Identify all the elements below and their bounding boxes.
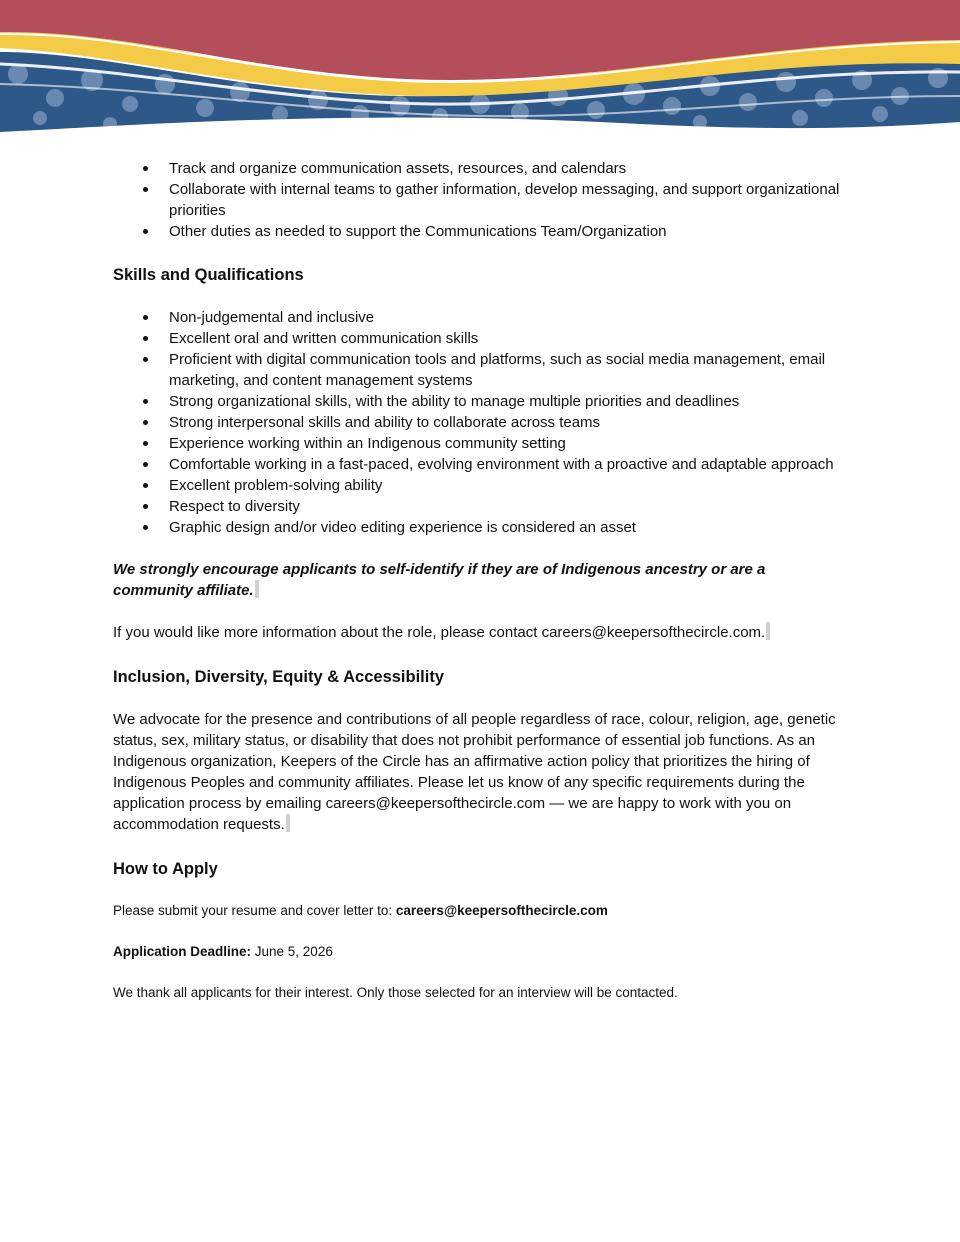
bullet-icon bbox=[143, 357, 148, 362]
list-item: Other duties as needed to support the Communications Team/Organization bbox=[113, 221, 843, 242]
inclusion-heading: Inclusion, Diversity, Equity & Accessibility bbox=[113, 668, 445, 686]
apply-email: careers@keepersofthecircle.com bbox=[395, 903, 608, 918]
apply-thanks: We thank all applicants for their interest. Only those selected for an interview will be contacted. bbox=[113, 985, 678, 1000]
list-item: Strong interpersonal skills and ability to collaborate across teams bbox=[113, 412, 843, 433]
duties-list bbox=[113, 158, 843, 242]
list-item: Proficient with digital communication tools and platforms, such as social media management, email marketing, and content management systems bbox=[113, 349, 843, 391]
skills-list bbox=[113, 307, 843, 538]
list-item: Track and organize communication assets, resources, and calendars bbox=[113, 158, 843, 179]
bullet-icon bbox=[143, 336, 148, 341]
text-cursor bbox=[255, 580, 259, 598]
skills-heading: Skills and Qualifications bbox=[113, 266, 304, 284]
list-item: Collaborate with internal teams to gather information, develop messaging, and support organizational priorities bbox=[113, 179, 843, 221]
inclusion-body: We advocate for the presence and contributions of all people regardless of race, colour, religion, age, genetic status, sex, military status, or disability that does not prohibit performance of essential job functions. As an Indigenous organization, Keepers of the Circle has an affirmative action policy that prioritizes the hiring of Indigenous Peoples and community affiliates. Please let us know of any specific requirements during the application process by emailing careers@keepersofthecircle.com — we are happy to work with you on accommodation requests. bbox=[113, 711, 836, 833]
text-cursor bbox=[286, 814, 290, 832]
bullet-icon bbox=[143, 420, 148, 425]
bullet-icon bbox=[143, 525, 148, 530]
list-item: Strong organizational skills, with the ability to manage multiple priorities and deadlines bbox=[113, 391, 843, 412]
deadline-value: June 5, 2026 bbox=[251, 944, 333, 959]
bullet-icon bbox=[143, 462, 148, 467]
bullet-icon bbox=[143, 399, 148, 404]
contact-statement: If you would like more information about the role, please contact careers@keepersofthecircle.com. bbox=[113, 622, 843, 643]
document-body bbox=[113, 158, 843, 1002]
bullet-icon bbox=[143, 187, 148, 192]
apply-heading: How to Apply bbox=[113, 860, 218, 878]
bullet-icon bbox=[143, 315, 148, 320]
bullet-icon bbox=[143, 166, 148, 171]
apply-submit-line: Please submit your resume and cover letter to: careers@keepersofthecircle.com bbox=[113, 903, 608, 918]
apply-deadline-line bbox=[113, 942, 843, 961]
encourage-statement: We strongly encourage applicants to self-identify if they are of Indigenous ancestry or are a community affiliate. bbox=[113, 561, 766, 599]
bullet-icon bbox=[143, 483, 148, 488]
bullet-icon bbox=[143, 504, 148, 509]
text-cursor bbox=[766, 622, 770, 640]
list-item: Graphic design and/or video editing experience is considered an asset bbox=[113, 517, 843, 538]
header-banner bbox=[0, 0, 960, 140]
bullet-icon bbox=[143, 441, 148, 446]
list-item: Excellent problem-solving ability bbox=[113, 475, 843, 496]
deadline-label: Application Deadline: bbox=[113, 944, 252, 959]
list-item: Excellent oral and written communication skills bbox=[113, 328, 843, 349]
bullet-icon bbox=[143, 229, 148, 234]
list-item: Non-judgemental and inclusive bbox=[113, 307, 843, 328]
list-item: Experience working within an Indigenous community setting bbox=[113, 433, 843, 454]
list-item: Comfortable working in a fast-paced, evolving environment with a proactive and adaptable approach bbox=[113, 454, 843, 475]
list-item: Respect to diversity bbox=[113, 496, 843, 517]
